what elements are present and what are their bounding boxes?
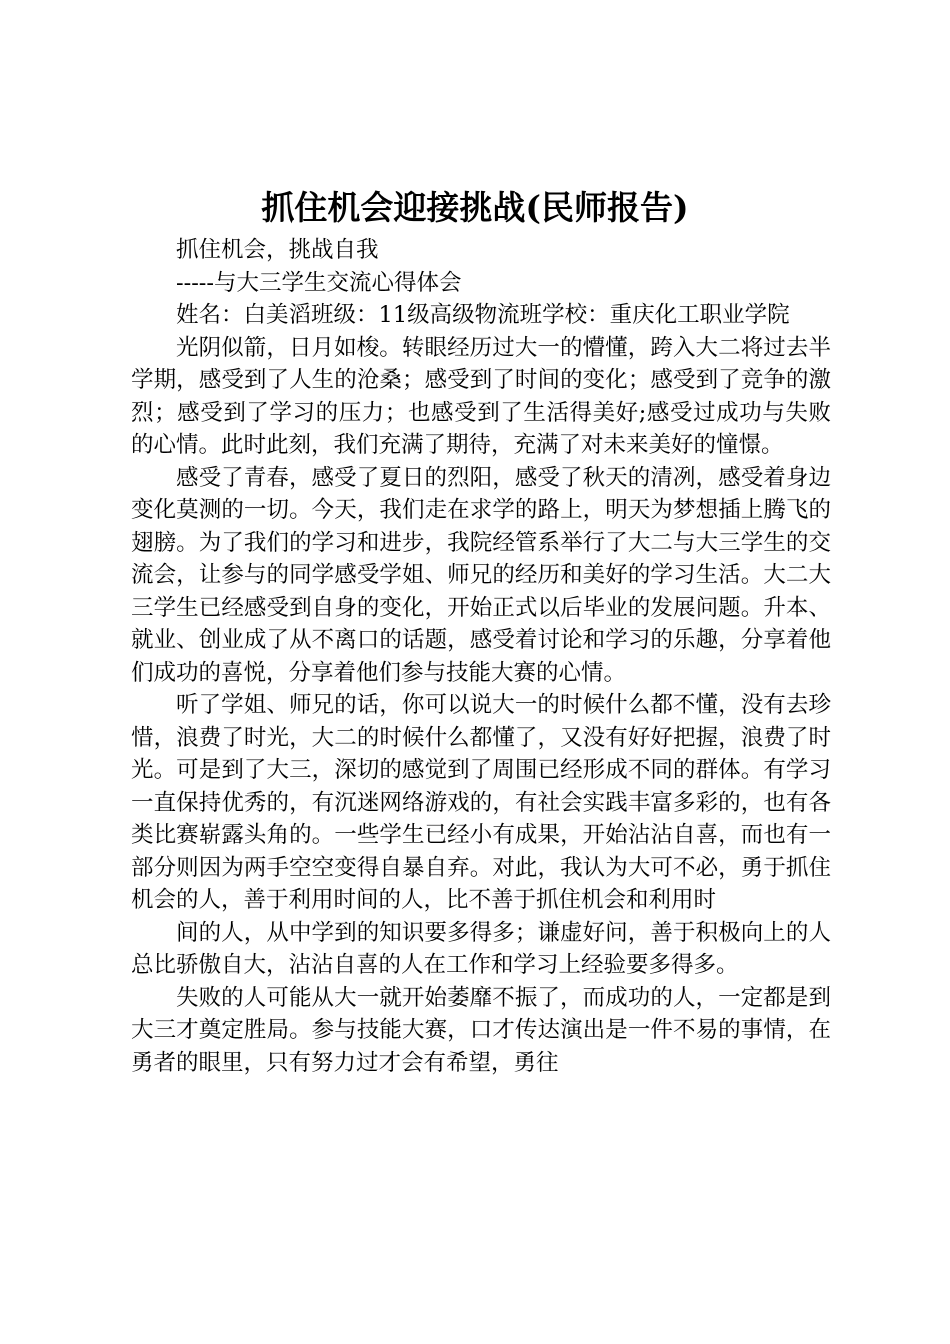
document-title: 抓住机会迎接挑战(民师报告) — [261, 188, 689, 227]
paragraph: 间的人，从中学到的知识要多得多；谦虚好问，善于积极向上的人总比骄傲自大，沾沾自喜的人在工作和学习上经验要多得多。 — [131, 919, 831, 978]
author-info-line: 姓名：白美滔班级：11级高级物流班学校：重庆化工职业学院 — [176, 302, 790, 328]
subtitle-dash-line: -----与大三学生交流心得体会 — [176, 269, 462, 296]
document-body — [131, 234, 831, 1079]
paragraph: 失败的人可能从大一就开始萎靡不振了，而成功的人，一定都是到大三才奠定胜局。参与技能大赛，口才传达演出是一件不易的事情，在勇者的眼里，只有努力过才会有希望，勇往 — [131, 984, 831, 1076]
paragraph: 听了学姐、师兄的话，你可以说大一的时候什么都不懂，没有去珍惜，浪费了时光，大二的时候什么都懂了，又没有好好把握，浪费了时光。可是到了大三，深切的感觉到了周围已经形成不同的群体。有学习一直保持优秀的，有沉迷网络游戏的，有社会实践丰富多彩的，也有各类比赛崭露头角的。一些学生已经小有成果，开始沾沾自喜，而也有一部分则因为两手空空变得自暴自弃。对此，我认为大可不必，勇于抓住机会的人，善于利用时间的人，比不善于抓住机会和利用时 — [131, 692, 831, 913]
subtitle-line: 抓住机会，挑战自我 — [176, 237, 379, 263]
paragraph: 感受了青春，感受了夏日的烈阳，感受了秋天的清冽，感受着身边变化莫测的一切。今天，我们走在求学的路上，明天为梦想插上腾飞的翅膀。为了我们的学习和进步，我院经管系举行了大二与大三学生的交流会，让参与的同学感受学姐、师兄的经历和美好的学习生活。大二大三学生已经感受到自身的变化，开始正式以后毕业的发展问题。升本、就业、创业成了从不离口的话题，感受着讨论和学习的乐趣，分享着他们成功的喜悦，分享着他们参与技能大赛的心情。 — [131, 464, 831, 686]
paragraph: 光阴似箭，日月如梭。转眼经历过大一的懵懂，跨入大二将过去半学期，感受到了人生的沧桑；感受到了时间的变化；感受到了竞争的激烈；感受到了学习的压力；也感受到了生活得美好;感受过成功与失败的心情。此时此刻，我们充满了期待，充满了对未来美好的憧憬。 — [131, 334, 831, 458]
